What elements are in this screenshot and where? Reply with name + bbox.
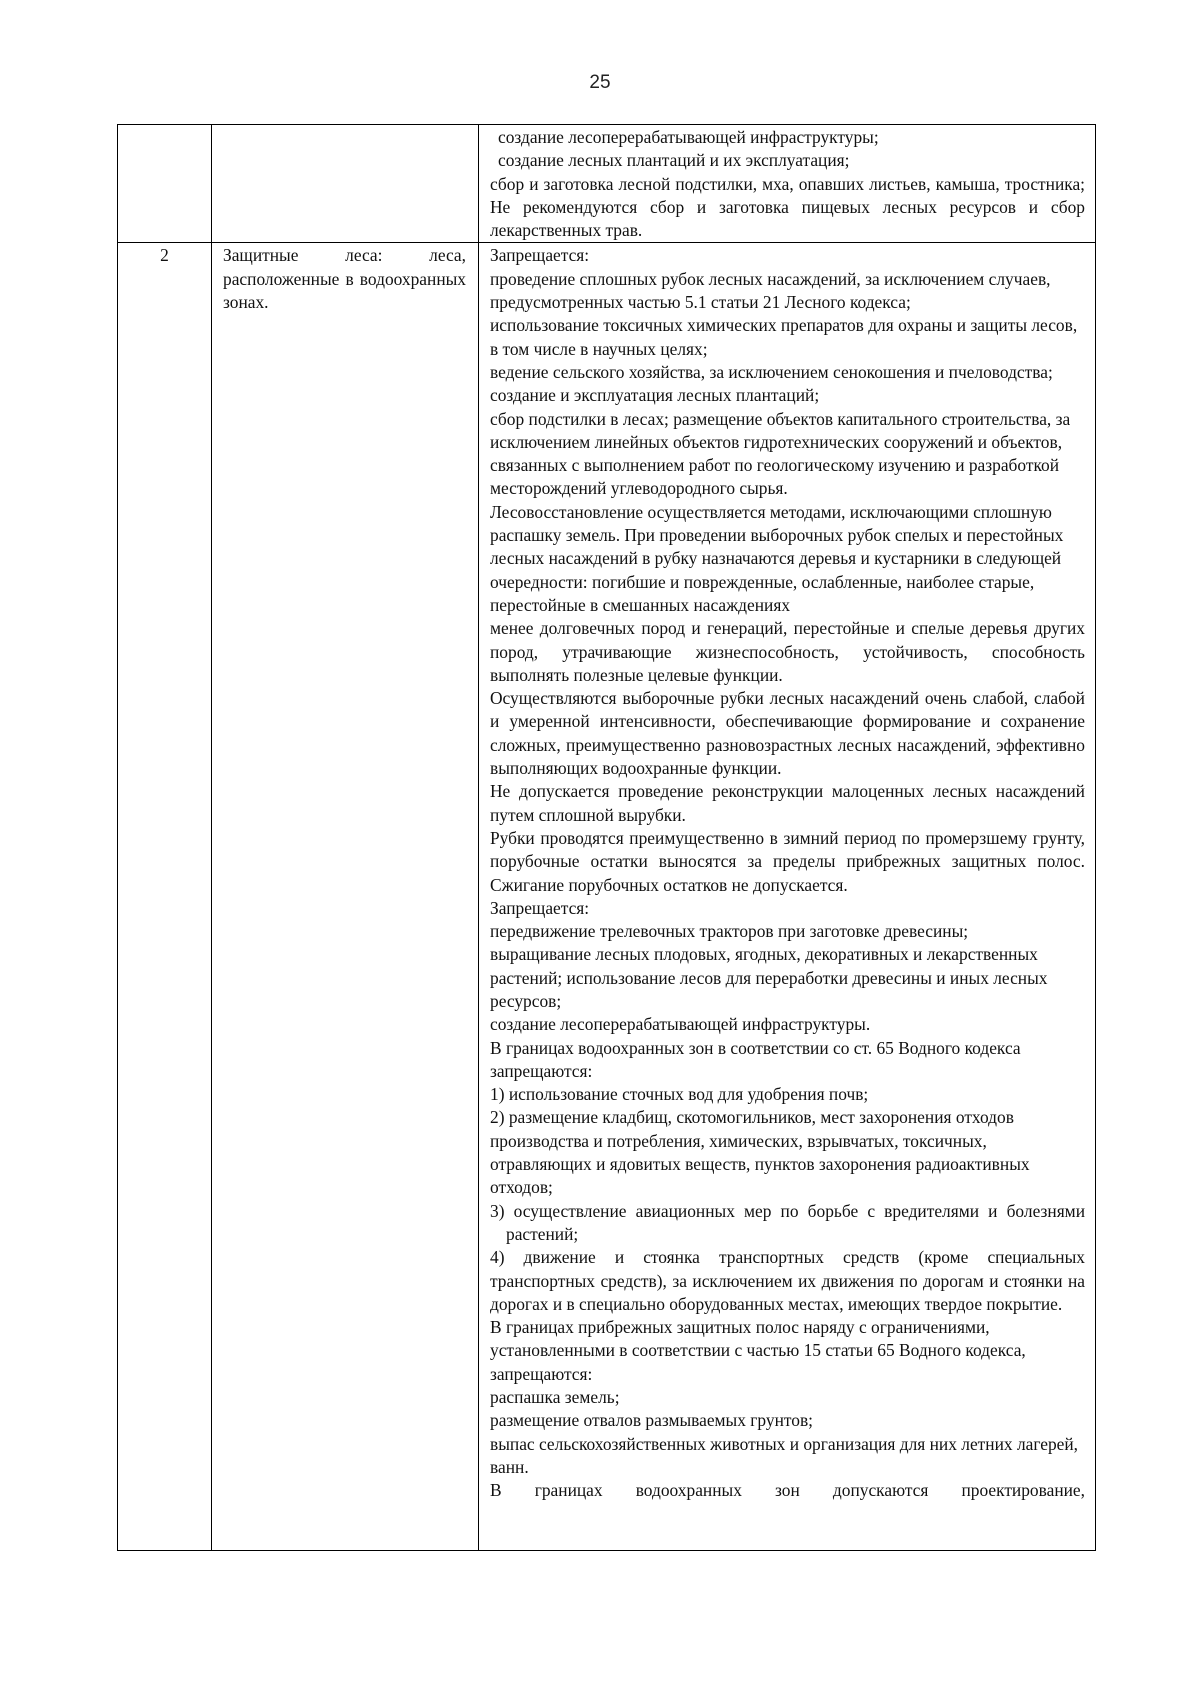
paragraph: выпас сельскохозяйственных животных и организация для них летних лагерей, ванн. bbox=[490, 1433, 1079, 1477]
row-content-cell bbox=[479, 125, 1096, 243]
row-name-cell bbox=[212, 125, 479, 243]
paragraph: использование токсичных химических препаратов для охраны и защиты лесов, в том числе в научных целях; bbox=[490, 315, 1078, 359]
paragraph: Лесовосстановление осуществляется методами, исключающими сплошную распашку земель. При проведении выборочных рубок спелых и перестойных лесных насаждений в рубку назначаются деревья и кустарники в следующей очередности: погибшие и поврежденные, ослабленные, наиболее старые, перестойные в смешанных насаждениях bbox=[490, 501, 1064, 615]
table-row bbox=[118, 243, 1096, 1551]
paragraph: передвижение трелевочных тракторов при заготовке древесины; bbox=[490, 921, 969, 942]
row-number-cell bbox=[118, 125, 212, 243]
paragraph: менее долговечных пород и генераций, перестойные и спелые деревья других пород, утрачивающие жизнеспособность, устойчивость, способность выполнять полезные целевые функции. bbox=[490, 618, 1085, 685]
row-content-cell bbox=[479, 243, 1096, 1551]
paragraph: Рубки проводятся преимущественно в зимний период по промерзшему грунту, порубочные остатки выносятся за пределы прибрежных защитных полос. Сжигание порубочных остатков не допускается. bbox=[490, 827, 1085, 895]
paragraph: создание лесных плантаций и их эксплуатация; bbox=[498, 150, 850, 171]
paragraph: ведение сельского хозяйства, за исключением сенокошения и пчеловодства; bbox=[490, 361, 1053, 382]
paragraph: 1) использование сточных вод для удобрения почв; bbox=[490, 1084, 869, 1105]
paragraph: создание лесоперерабатывающей инфраструктуры; bbox=[498, 127, 879, 147]
paragraph: Запрещается: bbox=[490, 897, 590, 918]
regulations-table bbox=[117, 124, 1096, 1551]
paragraph: сбор подстилки в лесах; размещение объектов капитального строительства, за исключением линейных объектов гидротехнических сооружений и объектов, связанных с выполнением работ по геологическому изучению и разработкой месторождений углеводородного сырья. bbox=[490, 408, 1071, 499]
page-number: 25 bbox=[589, 72, 611, 93]
table-row bbox=[118, 125, 1096, 243]
paragraph: В границах водоохранных зон в соответствии со ст. 65 Водного кодекса запрещаются: bbox=[490, 1037, 1021, 1081]
paragraph: 4) движение и стоянка транспортных средств (кроме специальных транспортных средств), за исключением их движения по дорогам и стоянки на дорогах и в специально оборудованных местах, имеющих твердое покрытие. bbox=[490, 1247, 1085, 1314]
row-name-cell: Защитные леса: леса, расположенные в водоохранных зонах. bbox=[212, 243, 479, 1551]
paragraph: В границах прибрежных защитных полос наряду с ограничениями, установленными в соответствии с частью 15 статьи 65 Водного кодекса, запрещаются: bbox=[490, 1317, 1026, 1384]
paragraph: В границах водоохранных зон допускаются проектирование, bbox=[490, 1480, 1085, 1501]
paragraph: выращивание лесных плодовых, ягодных, декоративных и лекарственных растений; использование лесов для переработки древесины и иных лесных ресурсов; bbox=[490, 944, 1048, 1011]
paragraph: распашка земель; bbox=[490, 1387, 620, 1408]
paragraph: создание лесоперерабатывающей инфраструктуры. bbox=[490, 1014, 871, 1035]
paragraph: сбор и заготовка лесной подстилки, мха, опавших листьев, камыша, тростника; Не рекомендуются сбор и заготовка пищевых лесных ресурсов и сбор лекарственных трав. bbox=[490, 173, 1085, 241]
paragraph: размещение отвалов размываемых грунтов; bbox=[490, 1410, 813, 1431]
paragraph: Не допускается проведение реконструкции малоценных лесных насаждений путем сплошной вырубки. bbox=[490, 781, 1085, 825]
paragraph: Запрещается: bbox=[490, 245, 590, 266]
paragraph: создание и эксплуатация лесных плантаций; bbox=[490, 385, 820, 406]
paragraph: Осуществляются выборочные рубки лесных насаждений очень слабой, слабой и умеренной интенсивности, обеспечивающие формирование и сохранение сложных, преимущественно разновозрастных лесных насаждений, эффективно выполняющих водоохранные функции. bbox=[490, 688, 1085, 779]
row-number-cell: 2 bbox=[118, 243, 212, 1551]
paragraph: 2) размещение кладбищ, скотомогильников, мест захоронения отходов производства и потребления, химических, взрывчатых, токсичных, отравляющих и ядовитых веществ, пунктов захоронения радиоактивных отходов; bbox=[490, 1107, 1030, 1198]
paragraph: 3) осуществление авиационных мер по борьбе с вредителями и болезнями растений; bbox=[490, 1200, 1085, 1244]
paragraph: проведение сплошных рубок лесных насаждений, за исключением случаев, предусмотренных частью 5.1 статьи 21 Лесного кодекса; bbox=[490, 268, 1051, 313]
